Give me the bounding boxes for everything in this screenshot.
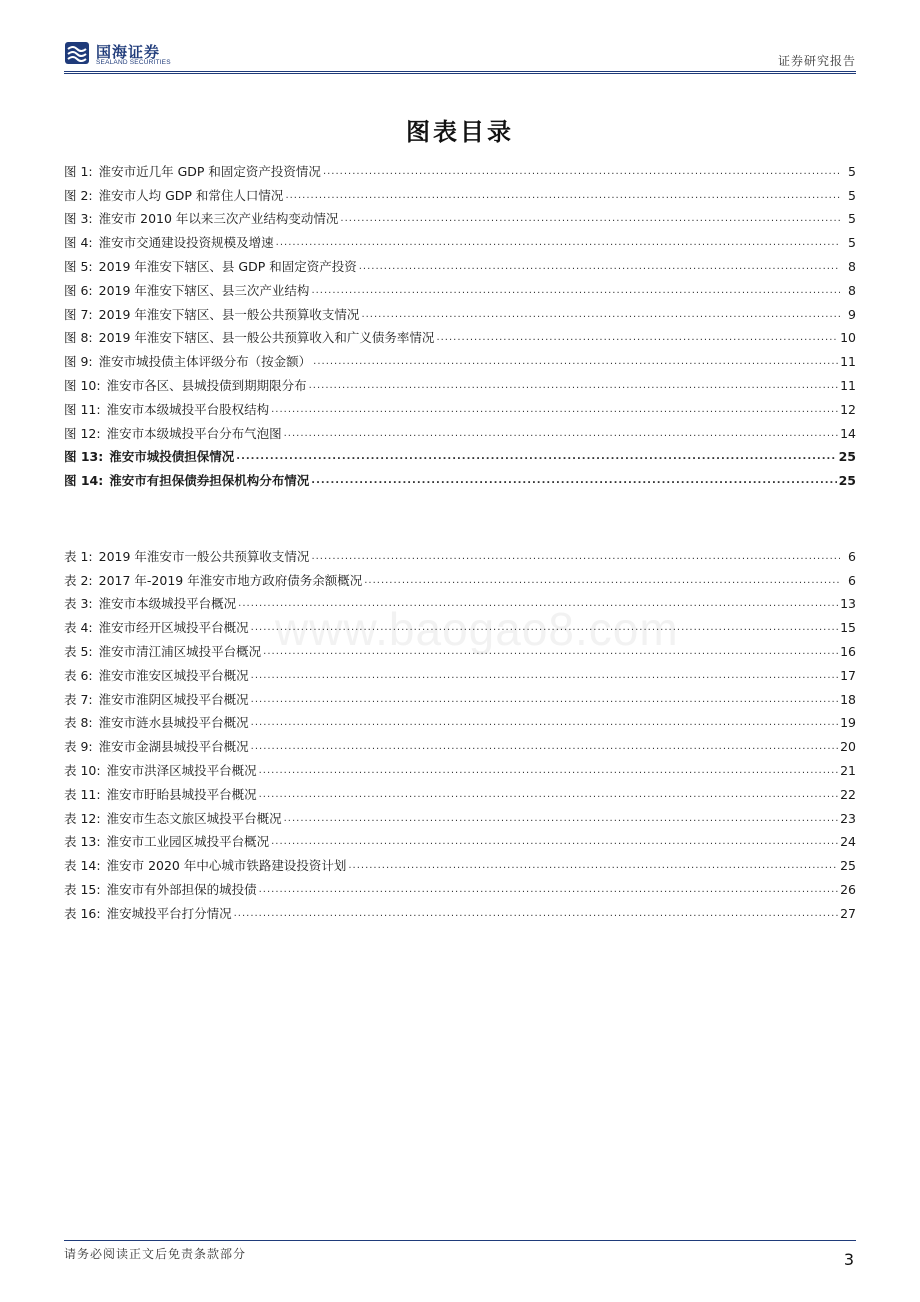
dot-leader [359,259,840,274]
entry-title: 2019 年淮安下辖区、县三次产业结构 [98,282,310,298]
entry-number: 表 2: [64,572,93,588]
entry-title: 2019 年淮安下辖区、县一般公共预算收支情况 [98,306,360,322]
dot-leader [234,906,838,921]
entry-number: 表 15: [64,881,101,897]
entry-page: 21 [840,762,856,778]
entry-title: 淮安市本级城投平台分布气泡图 [106,425,282,441]
entry-number: 表 11: [64,786,101,802]
toc-entry[interactable] [64,730,856,754]
entry-title: 淮安市有外部担保的城投债 [106,881,257,897]
dot-leader [251,668,838,683]
toc-entry[interactable] [64,588,856,612]
toc-entry[interactable] [64,155,856,179]
entry-title: 淮安市淮安区城投平台概况 [98,667,249,683]
entry-title: 淮安市人均 GDP 和常住人口情况 [98,187,284,203]
entry-title: 2019 年淮安下辖区、县 GDP 和固定资产投资 [98,258,357,274]
entry-number: 图 11: [64,401,101,417]
entry-number: 表 14: [64,858,101,874]
dot-leader [348,858,838,873]
entry-title: 2019 年淮安下辖区、县一般公共预算收入和广义债务率情况 [98,330,435,346]
entry-page: 23 [840,810,856,826]
dot-leader [340,211,840,226]
sealand-logo [64,40,224,70]
dot-leader [436,330,838,345]
toc-entry[interactable] [64,203,856,227]
dot-leader [309,378,838,393]
toc-entry[interactable] [64,322,856,346]
entry-page: 11 [840,354,856,370]
entry-number: 图 4: [64,235,93,251]
entry-number: 图 3: [64,211,93,227]
entry-number: 图 14: [64,473,104,489]
entry-page: 26 [840,881,856,897]
toc-entry[interactable] [64,778,856,802]
brand-name-cn: 国海证券 [96,43,161,61]
page-title: 图表目录 [406,118,514,146]
entry-title: 淮安市城投债担保情况 [109,449,235,465]
entry-title: 淮安市淮阴区城投平台概况 [98,691,249,707]
entry-page: 9 [848,306,856,322]
entry-number: 表 7: [64,691,93,707]
dot-leader [259,882,838,897]
dot-leader [251,620,838,635]
entry-title: 淮安市清江浦区城投平台概况 [98,643,262,659]
entry-title: 2019 年淮安市一般公共预算收支情况 [98,548,310,564]
entry-number: 图 2: [64,187,93,203]
entry-page: 24 [840,834,856,850]
dot-leader [276,235,840,250]
entry-number: 表 3: [64,596,93,612]
entry-page: 11 [840,377,856,393]
header-divider-secondary [64,73,856,74]
entry-number: 表 10: [64,762,101,778]
header-divider [64,71,856,72]
entry-number: 表 1: [64,548,93,564]
toc-entry[interactable] [64,873,856,897]
toc-entry[interactable] [64,849,856,873]
toc-entry[interactable] [64,683,856,707]
toc-entry[interactable] [64,274,856,298]
entry-title: 淮安市生态文旅区城投平台概况 [106,810,282,826]
brand-name-en: SEALAND SECURITIES [96,59,171,66]
dot-leader [259,763,838,778]
footer-divider [64,1240,856,1241]
dot-leader [251,739,838,754]
entry-number: 表 12: [64,810,101,826]
toc-entry[interactable] [64,298,856,322]
toc-entry[interactable] [64,417,856,441]
dot-leader [259,787,838,802]
dot-leader [236,449,836,464]
entry-page: 18 [840,691,856,707]
entry-number: 表 9: [64,739,93,755]
entry-title: 淮安市盱眙县城投平台概况 [106,786,257,802]
dot-leader [251,715,838,730]
entry-page: 14 [840,425,856,441]
toc-entry[interactable] [64,369,856,393]
dot-leader [311,283,840,298]
toc-entry[interactable] [64,540,856,564]
toc-entry[interactable] [64,897,856,921]
dot-leader [251,692,838,707]
entry-page: 25 [840,858,856,874]
entry-title: 淮安市本级城投平台股权结构 [106,401,270,417]
toc-entry[interactable] [64,250,856,274]
dot-leader [271,402,838,417]
toc-entry[interactable] [64,345,856,369]
entry-number: 表 16: [64,905,101,921]
dot-leader [285,188,840,203]
toc-entry[interactable] [64,802,856,826]
entry-title: 淮安市工业园区城投平台概况 [106,834,270,850]
entry-title: 淮安城投平台打分情况 [106,905,232,921]
dot-leader [271,834,838,849]
entry-page: 15 [840,620,856,636]
entry-title: 淮安市城投债主体评级分布（按金额） [98,354,312,370]
dot-leader [313,354,838,369]
dot-leader [311,473,836,488]
page-header [64,40,856,72]
entry-number: 图 5: [64,258,93,274]
table-list [64,540,856,921]
entry-number: 图 8: [64,330,93,346]
entry-title: 淮安市金湖县城投平台概况 [98,739,249,755]
entry-page: 19 [840,715,856,731]
page-number: 3 [843,1250,854,1269]
entry-page: 13 [840,596,856,612]
dot-leader [284,426,838,441]
entry-title: 淮安市 2020 年中心城市铁路建设投资计划 [106,858,347,874]
dot-leader [364,573,840,588]
entry-page: 5 [848,187,856,203]
entry-number: 图 9: [64,354,93,370]
toc-entry[interactable] [64,635,856,659]
dot-leader [323,164,840,179]
dot-leader [311,549,840,564]
entry-page: 20 [840,739,856,755]
entry-number: 表 8: [64,715,93,731]
entry-page: 8 [848,258,856,274]
entry-number: 图 7: [64,306,93,322]
toc-entry[interactable] [64,179,856,203]
entry-number: 图 6: [64,282,93,298]
entry-number: 图 13: [64,449,104,465]
entry-page: 17 [840,667,856,683]
entry-title: 2017 年-2019 年淮安市地方政府债务余额概况 [98,572,363,588]
toc-entry[interactable] [64,826,856,850]
entry-number: 图 12: [64,425,101,441]
entry-title: 淮安市有担保债券担保机构分布情况 [109,473,310,489]
entry-page: 22 [840,786,856,802]
entry-page: 25 [838,473,856,489]
entry-page: 6 [848,548,856,564]
report-type-label: 证券研究报告 [777,54,856,68]
entry-title: 淮安市涟水县城投平台概况 [98,715,249,731]
dot-leader [238,596,838,611]
entry-number: 表 6: [64,667,93,683]
entry-number: 图 10: [64,377,101,393]
toc-entry[interactable] [64,707,856,731]
entry-page: 5 [848,211,856,227]
entry-title: 淮安市本级城投平台概况 [98,596,237,612]
entry-page: 16 [840,643,856,659]
toc-entry[interactable] [64,393,856,417]
dot-leader [263,644,838,659]
sealand-wave-icon [64,40,90,66]
entry-page: 25 [838,449,856,465]
entry-page: 12 [840,401,856,417]
entry-title: 淮安市 2010 年以来三次产业结构变动情况 [98,211,339,227]
dot-leader [361,307,840,322]
disclaimer-note: 请务必阅读正文后免责条款部分 [64,1247,247,1261]
toc-entry[interactable] [64,464,856,488]
toc-entry[interactable] [64,441,856,465]
toc-entry[interactable] [64,611,856,635]
entry-number: 表 13: [64,834,101,850]
entry-page: 27 [840,905,856,921]
dot-leader [284,811,838,826]
entry-number: 图 1: [64,163,93,179]
entry-page: 5 [848,235,856,251]
toc-entry[interactable] [64,564,856,588]
entry-number: 表 4: [64,620,93,636]
entry-title: 淮安市各区、县城投债到期期限分布 [106,377,307,393]
entry-page: 8 [848,282,856,298]
watermark: www.baogao8.com [275,603,679,655]
entry-title: 淮安市洪泽区城投平台概况 [106,762,257,778]
figure-list [64,155,856,488]
toc-entry[interactable] [64,226,856,250]
entry-title: 淮安市经开区城投平台概况 [98,620,249,636]
entry-title: 淮安市交通建设投资规模及增速 [98,235,274,251]
entry-page: 10 [840,330,856,346]
entry-page: 6 [848,572,856,588]
entry-number: 表 5: [64,643,93,659]
entry-page: 5 [848,163,856,179]
toc-entry[interactable] [64,754,856,778]
toc-entry[interactable] [64,659,856,683]
entry-title: 淮安市近几年 GDP 和固定资产投资情况 [98,163,321,179]
